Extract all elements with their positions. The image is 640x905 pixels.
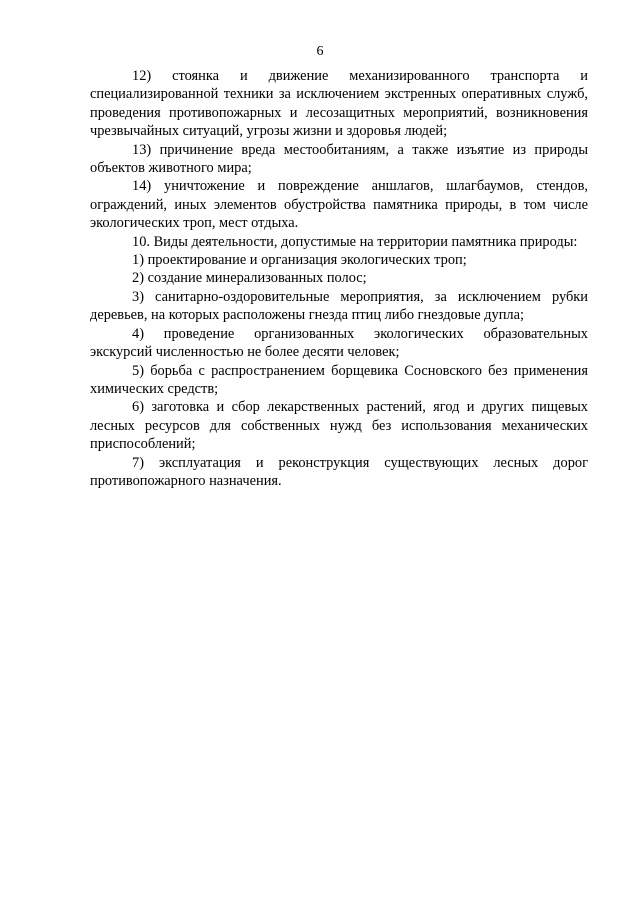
- document-body: [90, 67, 588, 490]
- paragraph-item-13: 13) причинение вреда местообитаниям, а также изъятие из природы объектов животного мира;: [90, 141, 588, 177]
- allowed-item-2: 2) создание минерализованных полос;: [132, 270, 367, 287]
- paragraph-item-12: 12) стоянка и движение механизированного транспорта и специализированной техники за исключением экстренных оперативных служб, проведения противопожарных и лесозащитных мероприятий, возникновения чрезвычайных ситуаций, угрозы жизни и здоровья людей;: [90, 68, 588, 140]
- section-10-heading: 10. Виды деятельности, допустимые на территории памятника природы:: [132, 233, 578, 250]
- allowed-item-1: 1) проектирование и организация экологических троп;: [132, 252, 467, 269]
- allowed-item-6: 6) заготовка и сбор лекарственных растений, ягод и других пищевых лесных ресурсов для собственных нужд без использования механических приспособлений;: [90, 399, 588, 453]
- allowed-item-3: 3) санитарно-оздоровительные мероприятия, за исключением рубки деревьев, на которых расположены гнезда птиц либо гнездовые дупла;: [90, 288, 588, 324]
- allowed-item-7: 7) эксплуатация и реконструкция существующих лесных дорог противопожарного назначения.: [90, 454, 588, 489]
- paragraph-item-14: 14) уничтожение и повреждение аншлагов, шлагбаумов, стендов, ограждений, иных элементов обустройства памятника природы, в том числе экологических троп, мест отдыха.: [90, 178, 588, 232]
- page-number: 6: [316, 44, 324, 59]
- allowed-item-4: 4) проведение организованных экологических образовательных экскурсий численностью не более десяти человек;: [90, 325, 588, 361]
- allowed-item-5: 5) борьба с распространением борщевика Сосновского без применения химических средств;: [90, 362, 588, 397]
